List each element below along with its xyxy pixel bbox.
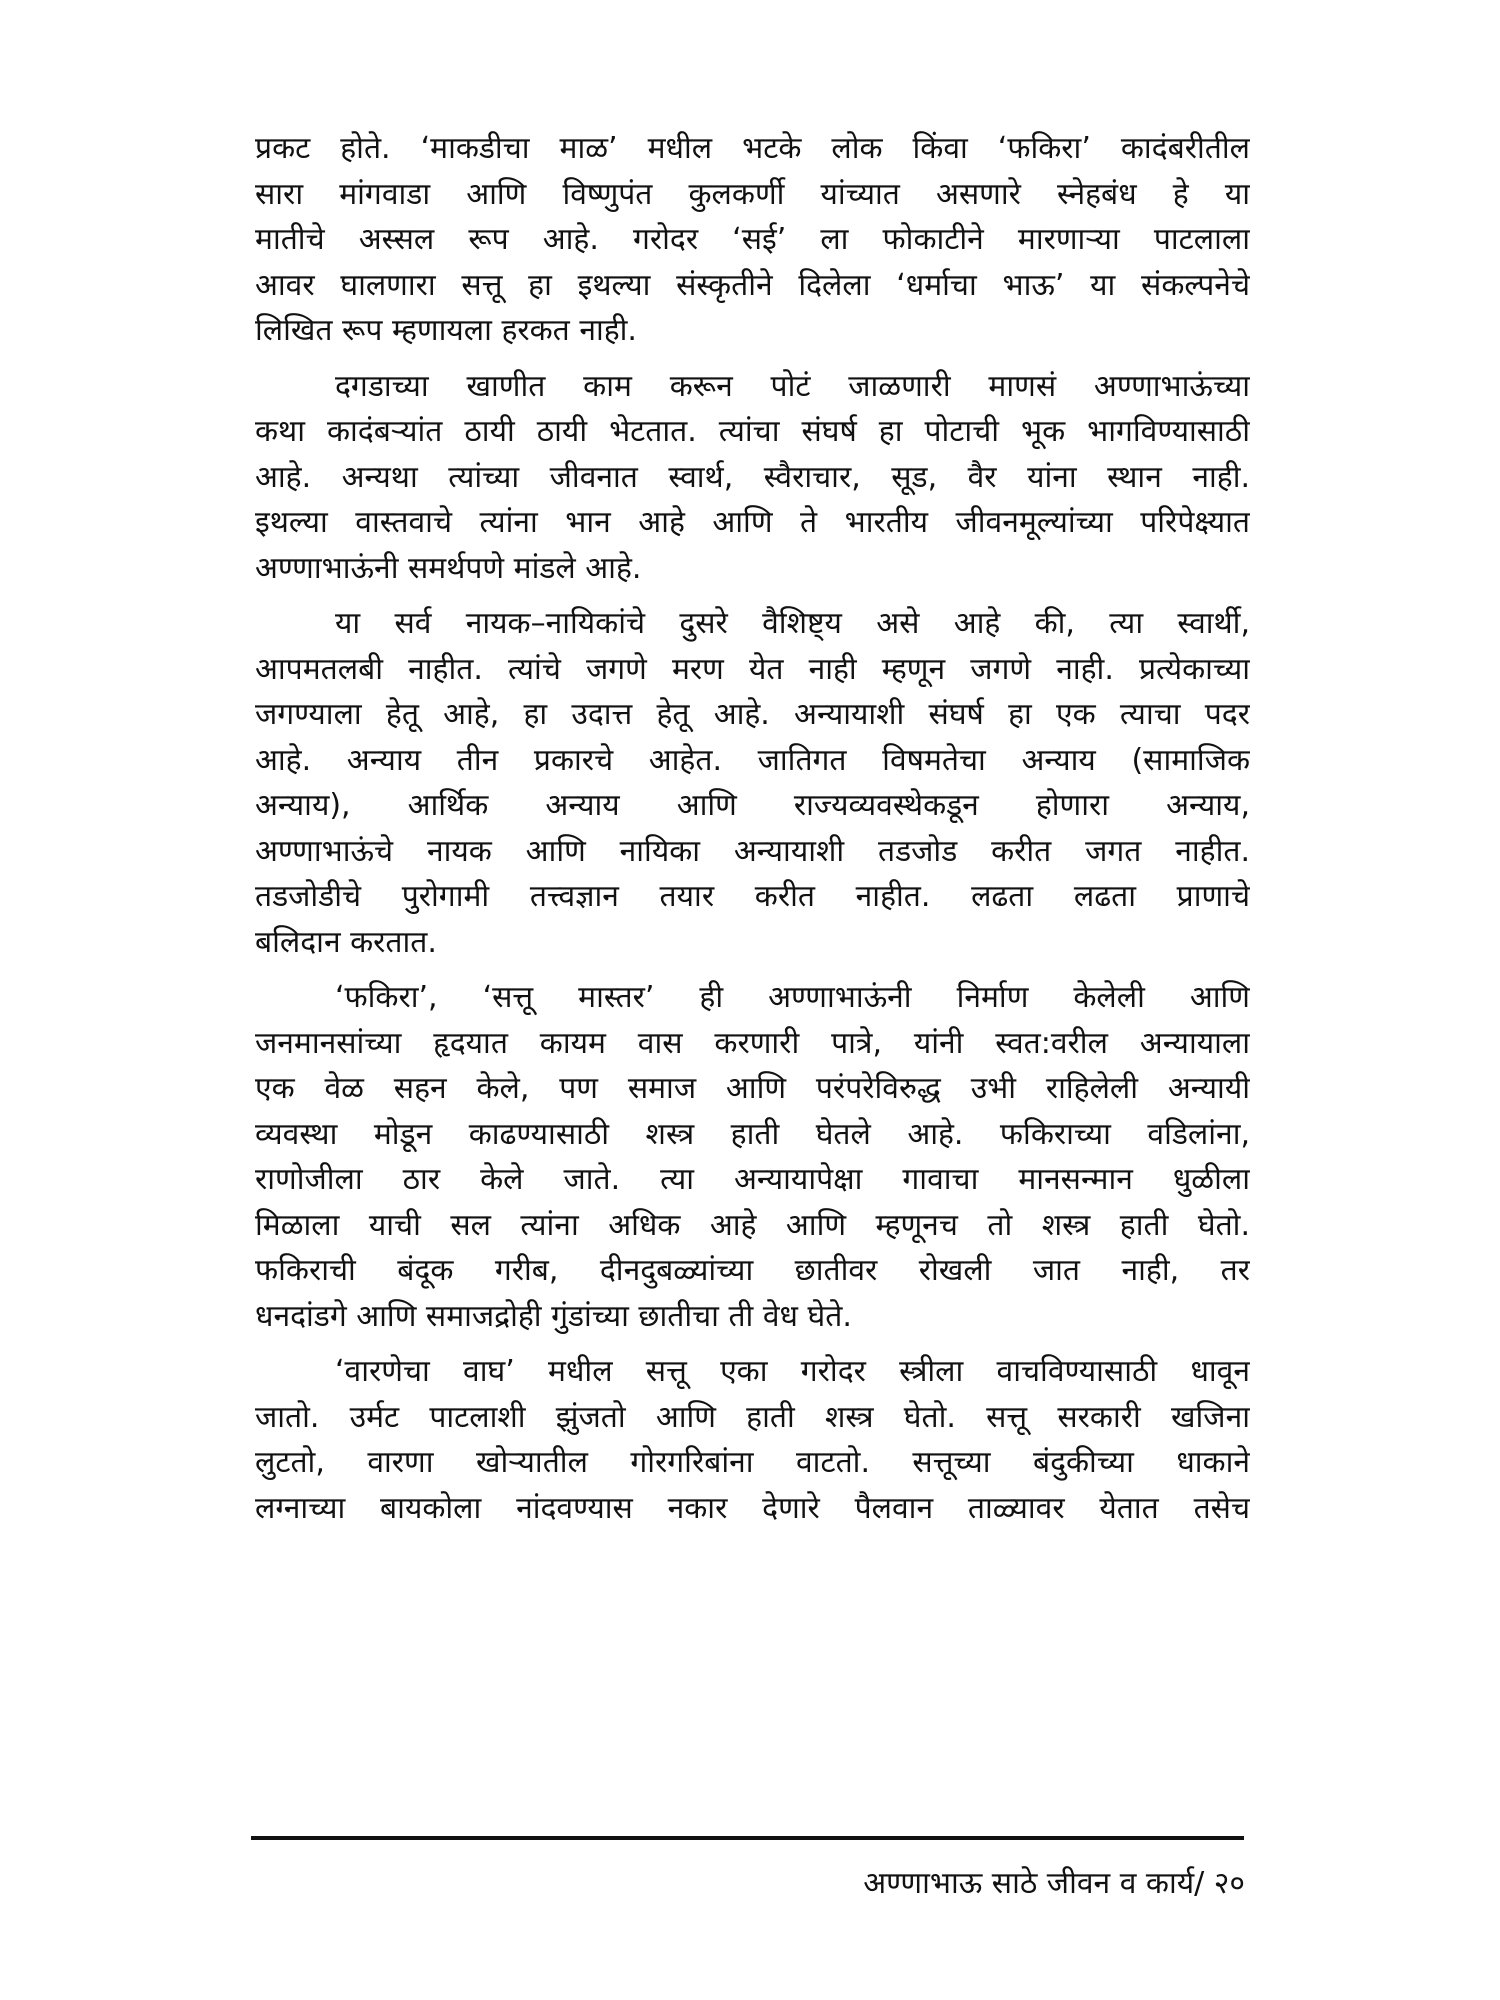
paragraph-line: कथा कादंबऱ्यांत ठायी ठायी भेटतात. त्यांचा संघर्ष हा पोटाची भूक भागविण्यासाठी [255, 414, 1250, 449]
paragraph-line: ‘वारणेचा वाघ’ मधील सत्तू एका गरोदर स्त्रीला वाचविण्यासाठी धावून [335, 1354, 1250, 1389]
paragraph-line: या सर्व नायक–नायिकांचे दुसरे वैशिष्ट्य असे आहे की, त्या स्वार्थी, [335, 606, 1250, 641]
paragraph-line: लिखित रूप म्हणायला हरकत नाही. [255, 313, 637, 348]
paragraph-line: अण्णाभाऊंचे नायक आणि नायिका अन्यायाशी तडजोड करीत जगत नाहीत. [255, 833, 1250, 869]
paragraph-line: सारा मांगवाडा आणि विष्णुपंत कुलकर्णी यांच्यात असणारे स्नेहबंध हे या [255, 176, 1250, 212]
body-text [255, 126, 1250, 1541]
paragraph-line: ‘फकिरा’, ‘सत्तू मास्तर’ ही अण्णाभाऊंनी निर्माण केलेली आणि [335, 980, 1250, 1015]
paragraph-line: फकिराची बंदूक गरीब, दीनदुबळ्यांच्या छातीवर रोखली जात नाही, तर [255, 1253, 1250, 1288]
paragraph-line: लग्नाच्या बायकोला नांदवण्यास नकार देणारे पैलवान ताळ्यावर येतात तसेच [255, 1490, 1250, 1526]
paragraph-line: मिळाला याची सल त्यांना अधिक आहे आणि म्हणूनच तो शस्त्र हाती घेतो. [255, 1207, 1250, 1243]
paragraph-line: जनमानसांच्या हृदयात कायम वास करणारी पात्रे, यांनी स्वत:वरील अन्यायाला [255, 1025, 1250, 1061]
paragraph-line: लुटतो, वारणा खोऱ्यातील गोरगरिबांना वाटतो. सत्तूच्या बंदुकीच्या धाकाने [255, 1445, 1250, 1480]
footer-divider [251, 1836, 1244, 1840]
paragraph-line: दगडाच्या खाणीत काम करून पोटं जाळणारी माणसं अण्णाभाऊंच्या [335, 368, 1250, 404]
paragraph-4 [255, 975, 1250, 1339]
paragraph-line: जगण्याला हेतू आहे, हा उदात्त हेतू आहे. अन्यायाशी संघर्ष हा एक त्याचा पदर [255, 697, 1250, 732]
paragraph-line: धनदांडगे आणि समाजद्रोही गुंडांच्या छातीचा ती वेध घेते. [255, 1298, 852, 1334]
paragraph-line: व्यवस्था मोडून काढण्यासाठी शस्त्र हाती घेतले आहे. फकिराच्या वडिलांना, [255, 1116, 1250, 1152]
paragraph-line: इथल्या वास्तवाचे त्यांना भान आहे आणि ते भारतीय जीवनमूल्यांच्या परिपेक्ष्यात [255, 505, 1250, 540]
running-title: अण्णाभाऊ साठे जीवन व कार्य/ [863, 1866, 1205, 1901]
paragraph-line: बलिदान करतात. [255, 924, 437, 960]
paragraph-2 [255, 364, 1250, 592]
paragraph-line: आहे. अन्यथा त्यांच्या जीवनात स्वार्थ, स्वैराचार, सूड, वैर यांना स्थान नाही. [255, 459, 1250, 495]
paragraph-line: आहे. अन्याय तीन प्रकारचे आहेत. जातिगत विषमतेचा अन्याय (सामाजिक [255, 742, 1250, 778]
paragraph-line: अण्णाभाऊंनी समर्थपणे मांडले आहे. [255, 550, 642, 586]
paragraph-line: तडजोडीचे पुरोगामी तत्त्वज्ञान तयार करीत नाहीत. लढता लढता प्राणाचे [255, 879, 1250, 914]
paragraph-5 [255, 1349, 1250, 1531]
paragraph-line: राणोजीला ठार केले जाते. त्या अन्यायापेक्षा गावाचा मानसन्मान धुळीला [255, 1162, 1250, 1197]
paragraph-line: प्रकट होते. ‘माकडीचा माळ’ मधील भटके लोक किंवा ‘फकिरा’ कादंबरीतील [255, 131, 1250, 166]
paragraph-line: आपमतलबी नाहीत. त्यांचे जगणे मरण येत नाही म्हणून जगणे नाही. प्रत्येकाच्या [255, 651, 1250, 687]
page-number: २० [1213, 1866, 1245, 1901]
page-footer [863, 1864, 1245, 1904]
paragraph-line: आवर घालणारा सत्तू हा इथल्या संस्कृतीने दिलेला ‘धर्माचा भाऊ’ या संकल्पनेचे [255, 267, 1250, 303]
paragraph-line: जातो. उर्मट पाटलाशी झुंजतो आणि हाती शस्त्र घेतो. सत्तू सरकारी खजिना [255, 1399, 1250, 1435]
paragraph-3 [255, 601, 1250, 965]
paragraph-line: एक वेळ सहन केले, पण समाज आणि परंपरेविरुद्ध उभी राहिलेली अन्यायी [255, 1071, 1250, 1106]
paragraph-line: अन्याय), आर्थिक अन्याय आणि राज्यव्यवस्थेकडून होणारा अन्याय, [255, 788, 1250, 823]
paragraph-line: मातीचे अस्सल रूप आहे. गरोदर ‘सई’ ला फोकाटीने मारणाऱ्या पाटलाला [255, 222, 1250, 257]
paragraph-1 [255, 126, 1250, 354]
